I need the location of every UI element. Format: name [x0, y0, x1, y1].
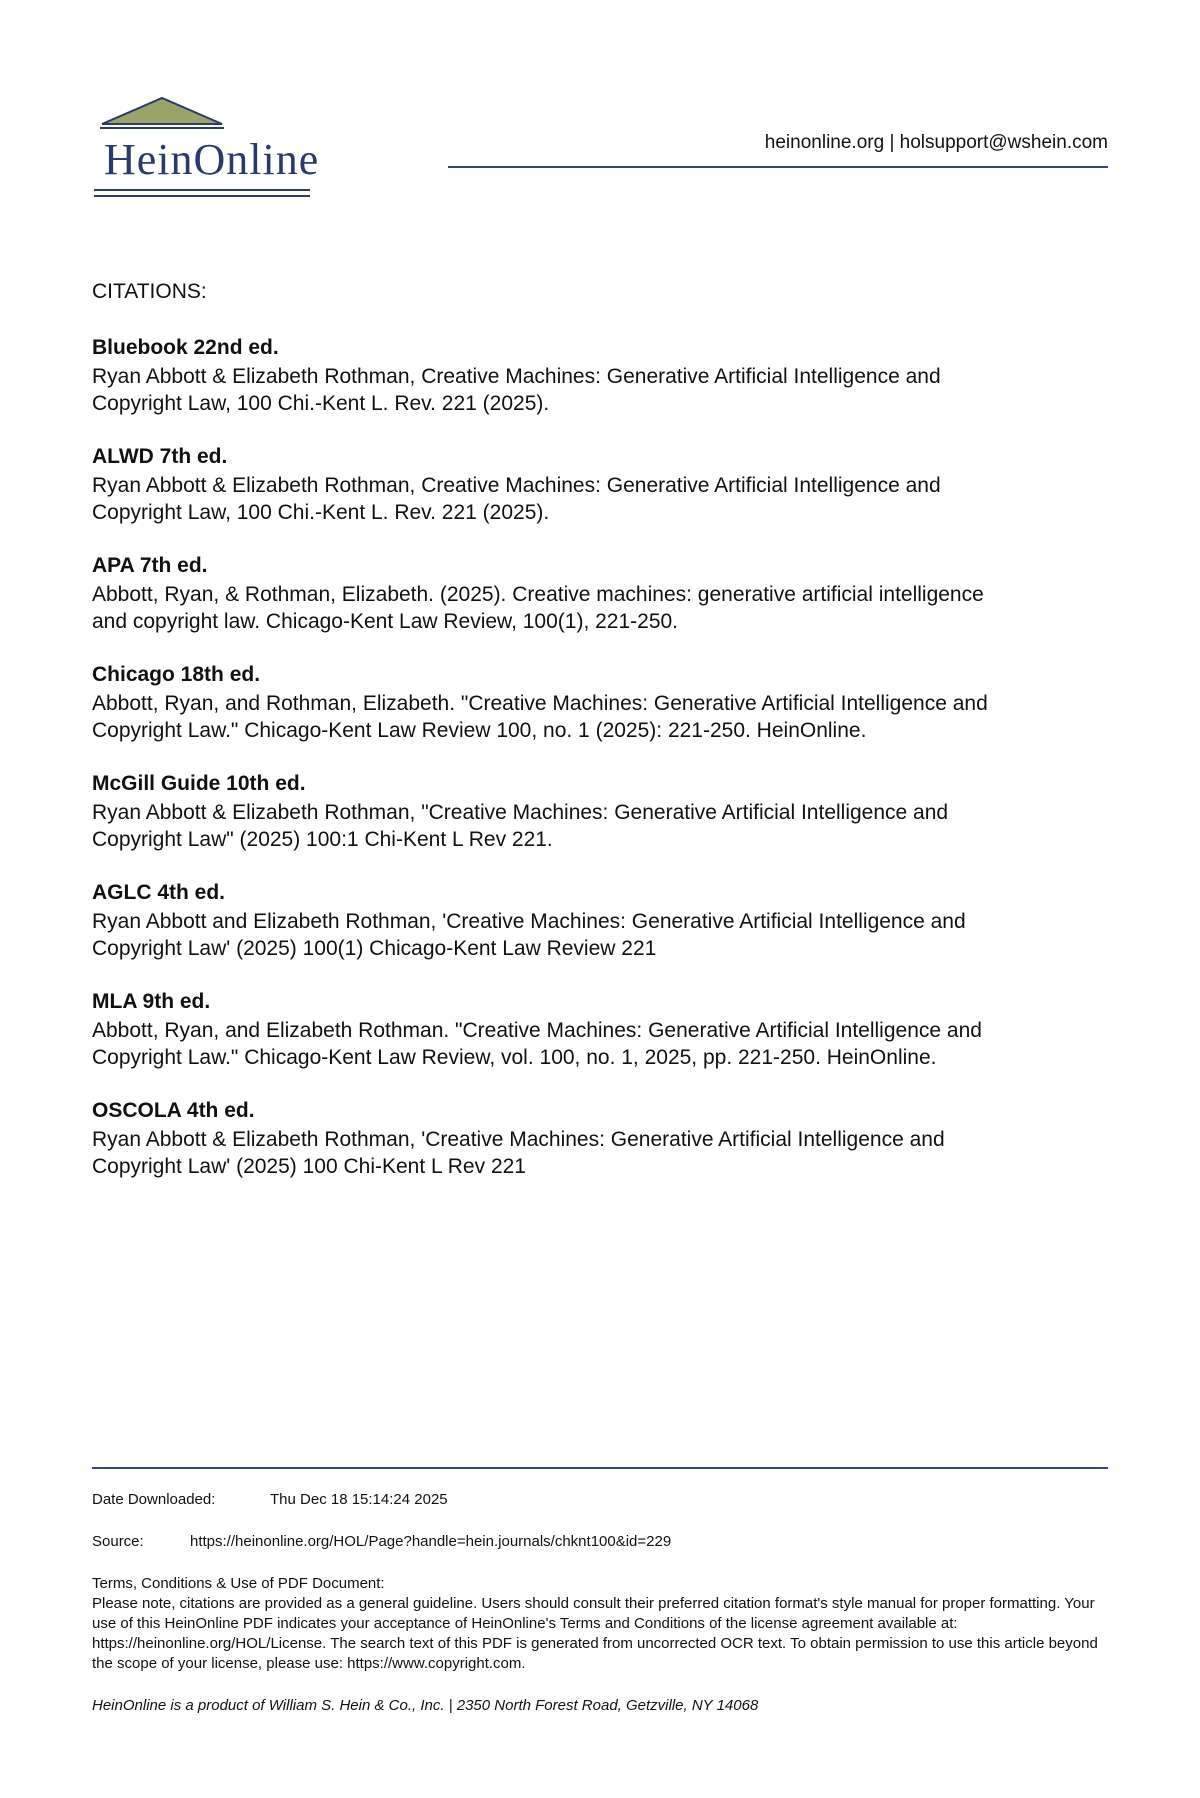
footer-divider — [92, 1467, 1108, 1469]
citation-text: Ryan Abbott & Elizabeth Rothman, Creative Machines: Generative Artificial Intelligence and Copyright Law, 100 Chi.-Kent L. Rev. 221 (2025). — [92, 365, 941, 415]
source-label: Source: — [92, 1533, 144, 1550]
citation-style: MLA 9th ed. — [92, 990, 211, 1013]
header-divider — [448, 166, 1108, 168]
citation-oscola — [92, 1097, 1108, 1180]
citation-style: OSCOLA 4th ed. — [92, 1099, 255, 1122]
citation-style: McGill Guide 10th ed. — [92, 772, 306, 795]
citation-text: Ryan Abbott and Elizabeth Rothman, 'Creative Machines: Generative Artificial Intelligence and Copyright Law' (2025) 100(1) Chicago-Kent Law Review 221 — [92, 910, 966, 960]
source-link[interactable]: https://heinonline.org/HOL/Page?handle=hein.journals/chknt100&id=229 — [190, 1533, 672, 1550]
citation-style: ALWD 7th ed. — [92, 445, 228, 468]
citation-text: Ryan Abbott & Elizabeth Rothman, "Creative Machines: Generative Artificial Intelligence and Copyright Law" (2025) 100:1 Chi-Kent L Rev 221. — [92, 801, 949, 851]
date-downloaded-row — [92, 1490, 1108, 1510]
page-footer — [92, 1490, 1108, 1716]
source-row — [92, 1532, 1108, 1552]
page-header — [0, 0, 1200, 210]
citation-text: Abbott, Ryan, and Rothman, Elizabeth. "Creative Machines: Generative Artificial Intelligence and Copyright Law." Chicago-Kent Law Review 100, no. 1 (2025): 221-250. HeinOnline. — [92, 692, 988, 742]
citation-text: Ryan Abbott & Elizabeth Rothman, 'Creative Machines: Generative Artificial Intelligence and Copyright Law' (2025) 100 Chi-Kent L Rev 221 — [92, 1128, 945, 1178]
citation-mcgill — [92, 770, 1108, 853]
publisher-info: HeinOnline is a product of William S. Hein & Co., Inc. | 2350 North Forest Road, Getzville, NY 14068 — [92, 1697, 759, 1714]
citation-text: Ryan Abbott & Elizabeth Rothman, Creative Machines: Generative Artificial Intelligence and Copyright Law, 100 Chi.-Kent L. Rev. 221 (2025). — [92, 474, 941, 524]
citation-style: Chicago 18th ed. — [92, 663, 261, 686]
citation-text: Abbott, Ryan, & Rothman, Elizabeth. (2025). Creative machines: generative artificial intelligence and copyright law. Chicago-Kent Law Review, 100(1), 221-250. — [92, 583, 984, 633]
contact-info[interactable]: heinonline.org | holsupport@wshein.com — [764, 132, 1108, 153]
citation-mla — [92, 988, 1108, 1071]
terms-text: Please note, citations are provided as a general guideline. Users should consult their preferred citation format's style manual for proper formatting. Your use of this HeinOnline PDF indicates your acceptance of HeinOnline's Terms and Conditions of the license agreement available at: https://heinonline.org/HOL/License. The search text of this PDF is generated from uncorrected OCR text. To obtain permission to use this article beyond the scope of your license, please use: https://www.copyright.com. — [92, 1595, 1098, 1672]
citation-text: Abbott, Ryan, and Elizabeth Rothman. "Creative Machines: Generative Artificial Intelligence and Copyright Law." Chicago-Kent Law Review, vol. 100, no. 1, 2025, pp. 221-250. HeinOnline. — [92, 1019, 982, 1069]
citations-section — [92, 280, 1108, 1206]
citation-chicago — [92, 661, 1108, 744]
citation-alwd — [92, 443, 1108, 526]
terms-title: Terms, Conditions & Use of PDF Document: — [92, 1575, 385, 1592]
citation-aglc — [92, 879, 1108, 962]
citation-style: AGLC 4th ed. — [92, 881, 226, 904]
citation-style: APA 7th ed. — [92, 554, 208, 577]
citation-apa — [92, 552, 1108, 635]
date-value: Thu Dec 18 15:14:24 2025 — [270, 1491, 448, 1508]
heinonline-logo[interactable] — [92, 94, 392, 204]
logo-wordmark: HeinOnline — [104, 135, 320, 184]
citation-bluebook — [92, 334, 1108, 417]
date-label: Date Downloaded: — [92, 1491, 216, 1508]
citation-style: Bluebook 22nd ed. — [92, 336, 279, 359]
citations-heading: CITATIONS: — [92, 280, 207, 303]
